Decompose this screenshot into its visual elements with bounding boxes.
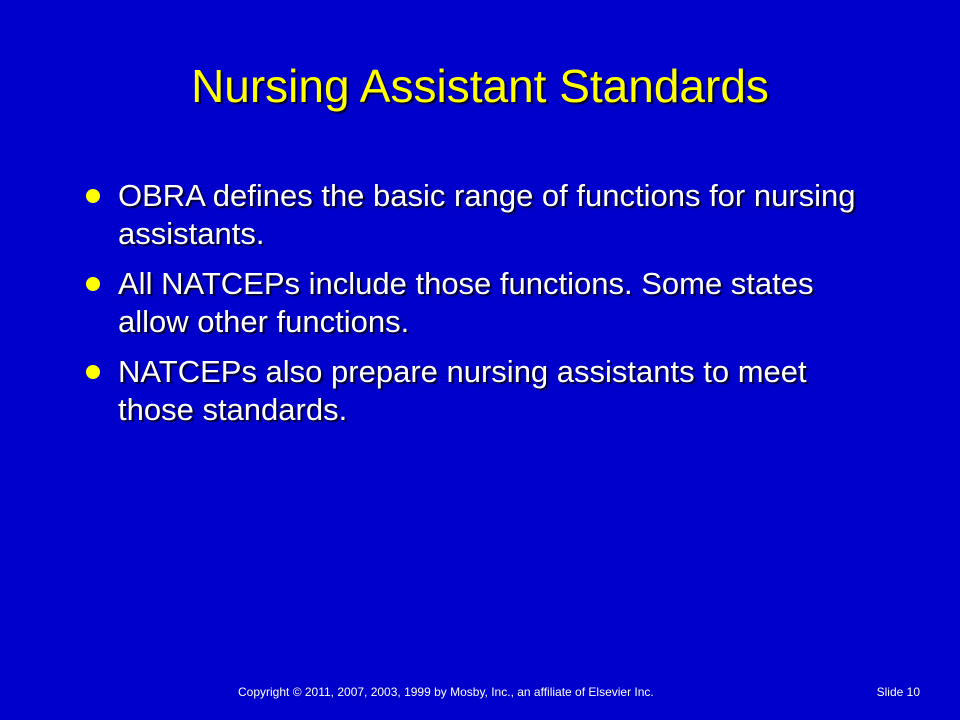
bullet-text: OBRA defines the basic range of functions for nursing assistants. — [118, 178, 856, 251]
slide-footer — [0, 683, 960, 701]
bullet-dot-icon — [86, 277, 100, 291]
bullet-dot-icon — [86, 189, 100, 203]
slide-title: Nursing Assistant Standards — [191, 60, 769, 112]
bullet-item — [84, 353, 884, 429]
bullet-item — [84, 177, 884, 253]
bullet-list — [84, 177, 884, 441]
copyright-notice: Copyright © 2011, 2007, 2003, 1999 by Mosby, Inc., an affiliate of Elsevier Inc. — [238, 685, 654, 699]
bullet-text: NATCEPs also prepare nursing assistants to meet those standards. — [118, 354, 807, 427]
bullet-dot-icon — [86, 365, 100, 379]
bullet-text: All NATCEPs include those functions. Some states allow other functions. — [118, 266, 814, 339]
slide-number: Slide 10 — [876, 685, 920, 699]
bullet-item — [84, 265, 884, 341]
